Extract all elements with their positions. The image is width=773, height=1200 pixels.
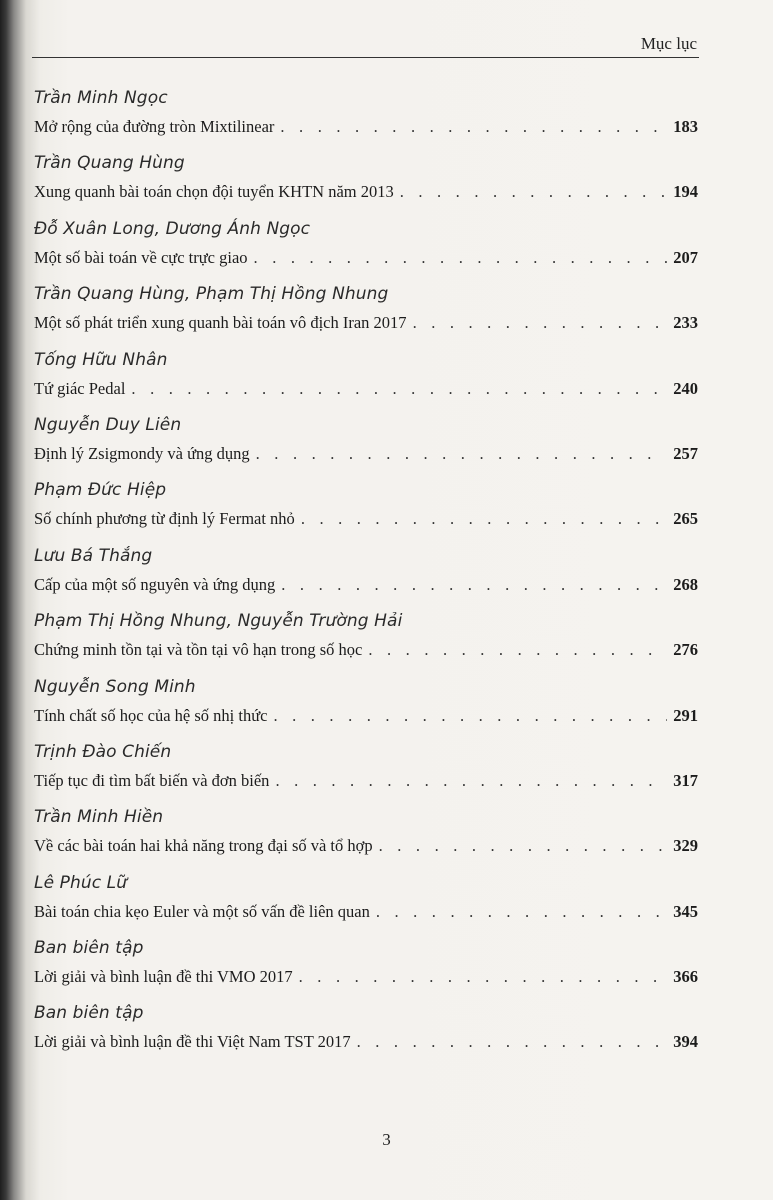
toc-page-number: 317 (673, 770, 698, 790)
header-rule (32, 57, 699, 58)
toc-author: Đỗ Xuân Long, Dương Ánh Ngọc (34, 218, 311, 239)
toc-title: Mở rộng của đường tròn Mixtilinear (34, 117, 275, 136)
dot-leader (376, 902, 667, 922)
toc-entry[interactable] (34, 999, 698, 1064)
toc-page-number: 366 (673, 967, 698, 987)
running-header-title: Mục lục (640, 34, 697, 53)
dot-leader (301, 509, 667, 529)
toc-title-line[interactable] (34, 444, 698, 464)
toc-title-line[interactable] (34, 575, 698, 595)
toc-page-number: 233 (673, 313, 698, 333)
toc-title: Xung quanh bài toán chọn đội tuyển KHTN năm 2013 (34, 182, 394, 202)
toc-title: Số chính phương từ định lý Fermat nhỏ (34, 509, 295, 529)
toc-page-number: 183 (673, 117, 698, 136)
toc-page-number: 268 (673, 574, 698, 594)
dot-leader (400, 182, 668, 202)
dot-leader (379, 836, 668, 856)
toc-entry[interactable] (34, 84, 698, 149)
toc-entry[interactable] (34, 346, 698, 411)
toc-entry[interactable] (34, 280, 698, 345)
toc-author: Trần Quang Hùng (34, 153, 185, 174)
toc-title-line[interactable] (34, 117, 698, 137)
toc-entry[interactable] (34, 869, 698, 934)
toc-title: Một số bài toán về cực trực giao (34, 247, 248, 267)
dot-leader (256, 444, 668, 464)
toc-entry[interactable] (34, 215, 698, 280)
toc-page-number: 276 (673, 640, 698, 660)
toc-title: Tiếp tục đi tìm bất biến và đơn biến (34, 770, 270, 790)
toc-page-number: 345 (673, 901, 698, 921)
toc-title-line[interactable] (34, 1032, 698, 1052)
table-of-contents (34, 84, 698, 1065)
page-number: 3 (382, 1130, 391, 1149)
toc-title-line[interactable] (34, 182, 698, 202)
dot-leader (254, 248, 668, 268)
toc-title: Tính chất số học của hệ số nhị thức (34, 705, 268, 725)
toc-entry[interactable] (34, 476, 698, 541)
toc-title-line[interactable] (34, 379, 698, 399)
dot-leader (280, 117, 667, 137)
dot-leader (299, 967, 668, 987)
toc-entry[interactable] (34, 934, 698, 999)
dot-leader (281, 575, 667, 595)
toc-entry[interactable] (34, 803, 698, 868)
toc-author: Trịnh Đào Chiến (34, 741, 172, 762)
toc-entry[interactable] (34, 542, 698, 607)
toc-title-line[interactable] (34, 706, 698, 726)
dot-leader (131, 379, 667, 399)
toc-title: Định lý Zsigmondy và ứng dụng (34, 443, 250, 463)
toc-title-line[interactable] (34, 248, 698, 268)
toc-title: Lời giải và bình luận đề thi VMO 2017 (34, 967, 293, 987)
toc-page-number: 291 (673, 705, 698, 725)
toc-entry[interactable] (34, 607, 698, 672)
toc-entry[interactable] (34, 673, 698, 738)
toc-author: Lê Phúc Lữ (34, 872, 128, 893)
toc-author: Trần Minh Ngọc (34, 88, 168, 108)
toc-page-number: 329 (673, 836, 698, 856)
toc-author: Trần Quang Hùng, Phạm Thị Hồng Nhung (34, 284, 389, 305)
toc-page-number: 257 (673, 443, 698, 463)
toc-page-number: 240 (673, 378, 698, 398)
toc-entry[interactable] (34, 149, 698, 214)
toc-title-line[interactable] (34, 836, 698, 856)
toc-title: Bài toán chia kẹo Euler và một số vấn đề liên quan (34, 901, 370, 921)
toc-page-number: 207 (673, 247, 698, 267)
toc-author: Nguyễn Duy Liên (34, 414, 182, 435)
toc-entry[interactable] (34, 738, 698, 803)
toc-title-line[interactable] (34, 902, 698, 922)
toc-entry[interactable] (34, 411, 698, 476)
toc-title-line[interactable] (34, 509, 698, 529)
toc-title-line[interactable] (34, 967, 698, 987)
toc-author: Ban biên tập (34, 938, 144, 959)
toc-author: Phạm Thị Hồng Nhung, Nguyễn Trường Hải (34, 611, 403, 632)
toc-title: Lời giải và bình luận đề thi Việt Nam TST 2017 (34, 1032, 351, 1052)
toc-title: Tứ giác Pedal (34, 378, 126, 398)
toc-author: Nguyễn Song Minh (34, 676, 196, 697)
toc-page-number: 265 (673, 509, 698, 529)
toc-author: Phạm Đức Hiệp (34, 480, 167, 501)
toc-author: Lưu Bá Thắng (34, 545, 153, 566)
toc-title-line[interactable] (34, 313, 698, 333)
dot-leader (275, 771, 667, 791)
toc-page-number: 194 (673, 182, 698, 202)
dot-leader (357, 1032, 668, 1052)
dot-leader (273, 706, 667, 726)
dot-leader (413, 313, 668, 333)
toc-title: Về các bài toán hai khả năng trong đại số và tổ hợp (34, 836, 373, 856)
toc-author: Ban biên tập (34, 1003, 144, 1024)
dot-leader (368, 640, 667, 660)
toc-title: Cấp của một số nguyên và ứng dụng (34, 574, 276, 594)
toc-title: Chứng minh tồn tại và tồn tại vô hạn trong số học (34, 640, 363, 660)
toc-title-line[interactable] (34, 640, 698, 660)
toc-page-number: 394 (673, 1032, 698, 1052)
toc-author: Trần Minh Hiền (34, 807, 164, 828)
toc-title: Một số phát triển xung quanh bài toán vô địch Iran 2017 (34, 313, 407, 333)
toc-author: Tống Hữu Nhân (34, 349, 168, 370)
toc-title-line[interactable] (34, 771, 698, 791)
